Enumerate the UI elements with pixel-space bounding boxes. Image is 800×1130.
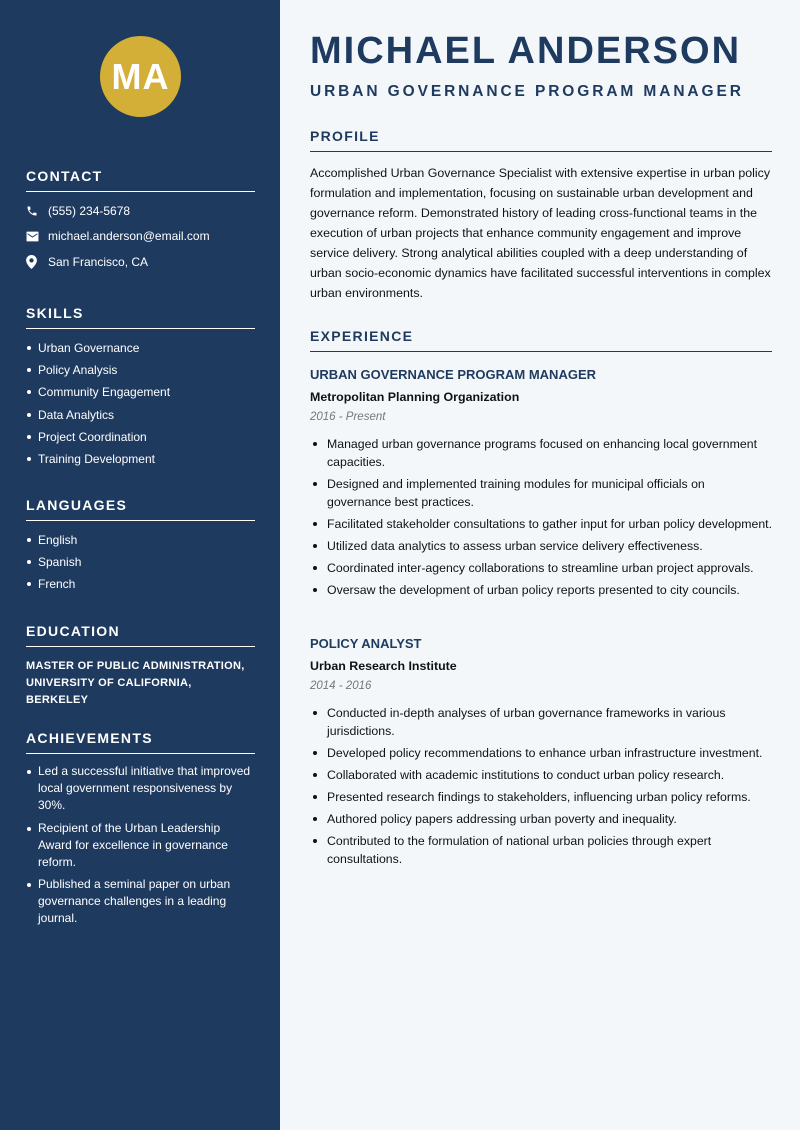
job-organization: Metropolitan Planning Organization — [310, 390, 520, 404]
job-bullet: Presented research findings to stakeholders, influencing urban policy reforms. — [310, 788, 772, 806]
contact-email — [26, 224, 255, 250]
job-dates: 2014 - 2016 — [310, 680, 372, 692]
skill-item: Training Development — [26, 448, 255, 470]
skills-section — [26, 305, 255, 470]
experience-heading: EXPERIENCE — [310, 328, 772, 352]
email-icon — [26, 231, 48, 242]
languages-list — [26, 529, 255, 596]
skill-item: Urban Governance — [26, 337, 255, 359]
job-dates: 2016 - Present — [310, 411, 386, 423]
profile-section — [310, 128, 772, 303]
job-bullet: Conducted in-depth analyses of urban governance frameworks in various jurisdictions. — [310, 704, 772, 740]
job-bullets — [310, 435, 772, 599]
job-title: POLICY ANALYST — [310, 636, 422, 651]
email-text: michael.anderson@email.com — [48, 229, 210, 244]
language-item: English — [26, 529, 255, 551]
education-degree: MASTER OF PUBLIC ADMINISTRATION, UNIVERSITY OF CALIFORNIA, BERKELEY — [26, 660, 245, 706]
achievement-item: Recipient of the Urban Leadership Award for excellence in governance reform. — [26, 820, 255, 871]
experience-section — [310, 328, 772, 352]
contact-location — [26, 249, 255, 275]
achievements-list — [26, 763, 255, 927]
education-section — [26, 623, 255, 709]
job-entry — [310, 635, 772, 872]
job-entry — [310, 366, 772, 603]
job-bullet: Designed and implemented training modules for municipal officials on governance best practices. — [310, 475, 772, 511]
job-title: URBAN GOVERNANCE PROGRAM MANAGER — [310, 367, 597, 382]
skill-item: Community Engagement — [26, 381, 255, 403]
education-heading: EDUCATION — [26, 623, 255, 647]
candidate-name: MICHAEL ANDERSON — [310, 30, 742, 72]
job-bullet: Utilized data analytics to assess urban service delivery effectiveness. — [310, 537, 772, 555]
phone-icon — [26, 205, 48, 217]
skills-heading: SKILLS — [26, 305, 255, 329]
skills-list — [26, 337, 255, 470]
job-bullet: Developed policy recommendations to enhance urban infrastructure investment. — [310, 744, 772, 762]
phone-text: (555) 234-5678 — [48, 203, 131, 218]
job-bullet: Coordinated inter-agency collaborations to streamline urban project approvals. — [310, 559, 772, 577]
job-bullet: Oversaw the development of urban policy reports presented to city councils. — [310, 581, 772, 599]
avatar: MA — [100, 36, 181, 117]
contact-phone — [26, 198, 255, 224]
job-bullet: Contributed to the formulation of national urban policies through expert consultations. — [310, 832, 772, 868]
profile-heading: PROFILE — [310, 128, 772, 152]
job-organization: Urban Research Institute — [310, 659, 457, 673]
languages-section — [26, 497, 255, 596]
contact-section — [26, 168, 255, 275]
language-item: French — [26, 573, 255, 595]
skill-item: Project Coordination — [26, 426, 255, 448]
location-pin-icon — [26, 255, 48, 269]
skill-item: Data Analytics — [26, 404, 255, 426]
languages-heading: LANGUAGES — [26, 497, 255, 521]
achievements-section — [26, 730, 255, 933]
contact-heading: CONTACT — [26, 168, 255, 192]
job-bullet: Authored policy papers addressing urban poverty and inequality. — [310, 810, 772, 828]
candidate-title: URBAN GOVERNANCE PROGRAM MANAGER — [310, 83, 744, 100]
job-bullet: Facilitated stakeholder consultations to gather input for urban policy development. — [310, 515, 772, 533]
profile-text: Accomplished Urban Governance Specialist with extensive expertise in urban policy formulation and implementation, focusing on sustainable urban development and governance reform. Demonstrated history of leading cross-functional teams in the execution of urban projects that enhance community engagement and improve service delivery. Strong analytical abilities coupled with a deep understanding of urban socio-economic dynamics have facilitated successful interventions in complex urban environments. — [310, 166, 771, 300]
sidebar — [0, 0, 280, 1130]
language-item: Spanish — [26, 551, 255, 573]
achievement-item: Led a successful initiative that improved local government responsiveness by 30%. — [26, 763, 255, 814]
achievements-heading: ACHIEVEMENTS — [26, 730, 255, 754]
achievement-item: Published a seminal paper on urban governance challenges in a leading journal. — [26, 876, 255, 927]
location-text: San Francisco, CA — [48, 254, 149, 269]
job-bullets — [310, 704, 772, 868]
job-bullet: Managed urban governance programs focused on enhancing local government capacities. — [310, 435, 772, 471]
skill-item: Policy Analysis — [26, 359, 255, 381]
job-bullet: Collaborated with academic institutions to conduct urban policy research. — [310, 766, 772, 784]
